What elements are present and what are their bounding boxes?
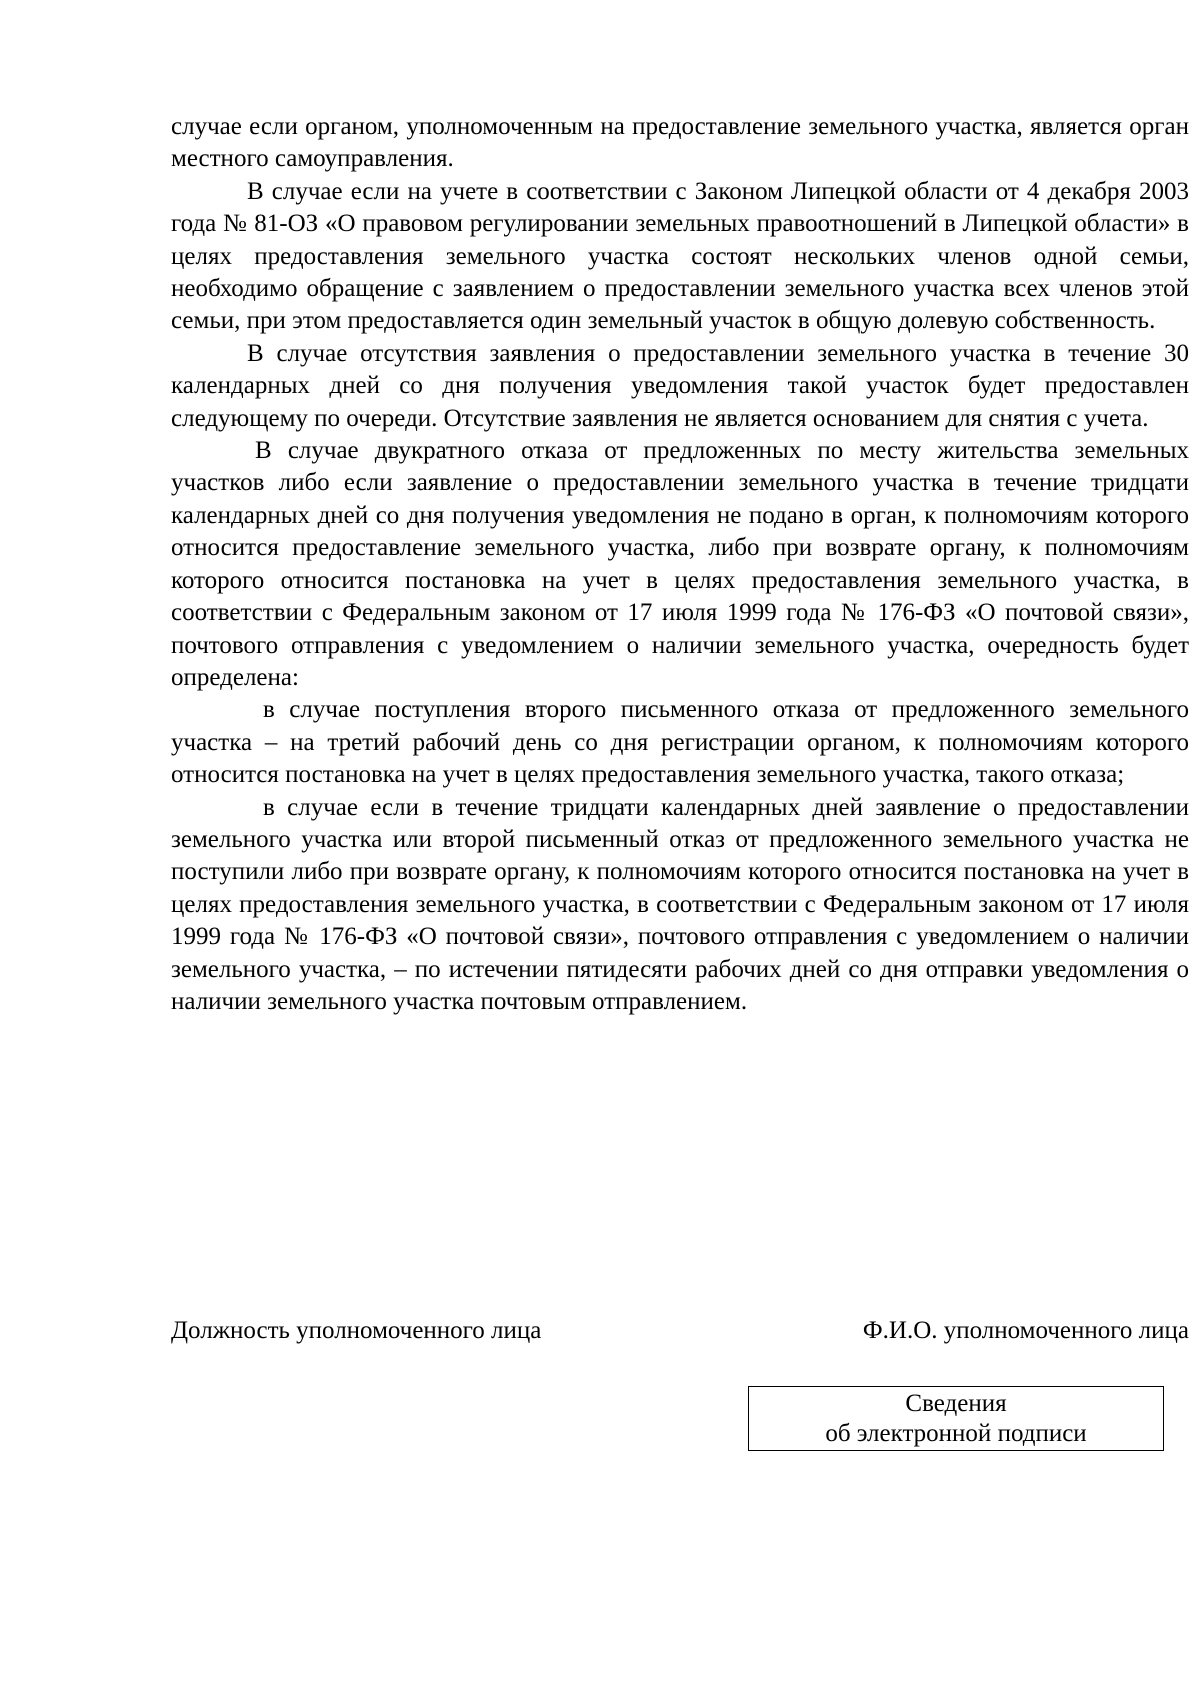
signature-position-label: Должность уполномоченного лица bbox=[171, 1317, 542, 1344]
paragraph-6: в случае если в течение тридцати календарных дней заявление о предоставлении земельного участка или второй письменный отказ от предложенного земельного участка не поступили либо при возврате органу, к полномочиям которого относится постановка на учет в целях предоставления земельного участка, в соответствии с Федеральным законом от 17 июля 1999 года № 176-ФЗ «О почтовой связи», почтового отправления с уведомлением о наличии земельного участка, – по истечении пятидесяти рабочих дней со дня отправки уведомления о наличии земельного участка почтовым отправлением. bbox=[171, 793, 1189, 1015]
paragraph-2: В случае если на учете в соответствии с Законом Липецкой области от 4 декабря 2003 года № 81-ОЗ «О правовом регулировании земельных правоотношений в Липецкой области» в целях предоставления земельного участка состоят нескольких членов одной семьи, необходимо обращение с заявлением о предоставлении земельного участка всех членов этой семьи, при этом предоставляется один земельный участок в общую долевую собственность. bbox=[171, 177, 1189, 335]
esign-box-line-2: об электронной подписи bbox=[825, 1420, 1087, 1447]
paragraph-3: В случае отсутствия заявления о предоставлении земельного участка в течение 30 календарных дней со дня получения уведомления такой участок будет предоставлен следующему по очереди. Отсутствие заявления не является основанием для снятия с учета. bbox=[171, 339, 1189, 432]
esign-box-line-1: Сведения bbox=[905, 1390, 1007, 1417]
signature-name-label: Ф.И.О. уполномоченного лица bbox=[862, 1317, 1189, 1344]
paragraph-5: в случае поступления второго письменного отказа от предложенного земельного участка – на третий рабочий день со дня регистрации органом, к полномочиям которого относится постановка на учет в целях предоставления земельного участка, такого отказа; bbox=[171, 696, 1189, 789]
signature-row bbox=[171, 1315, 1189, 1349]
paragraph-4: В случае двукратного отказа от предложенных по месту жительства земельных участков либо если заявление о предоставлении земельного участка в течение тридцати календарных дней со дня получения уведомления не подано в орган, к полномочиям которого относится предоставление земельного участка, либо при возврате органу, к полномочиям которого относится постановка на учет в целях предоставления земельного участка, в соответствии с Федеральным законом от 17 июля 1999 года № 176-ФЗ «О почтовой связи», почтового отправления с уведомлением о наличии земельного участка, очередность будет определена: bbox=[171, 437, 1189, 691]
electronic-signature-box bbox=[748, 1386, 1164, 1451]
document-body bbox=[171, 111, 1189, 1018]
paragraph-1: случае если органом, уполномоченным на предоставление земельного участка, является орган местного самоуправления. bbox=[171, 113, 1189, 173]
